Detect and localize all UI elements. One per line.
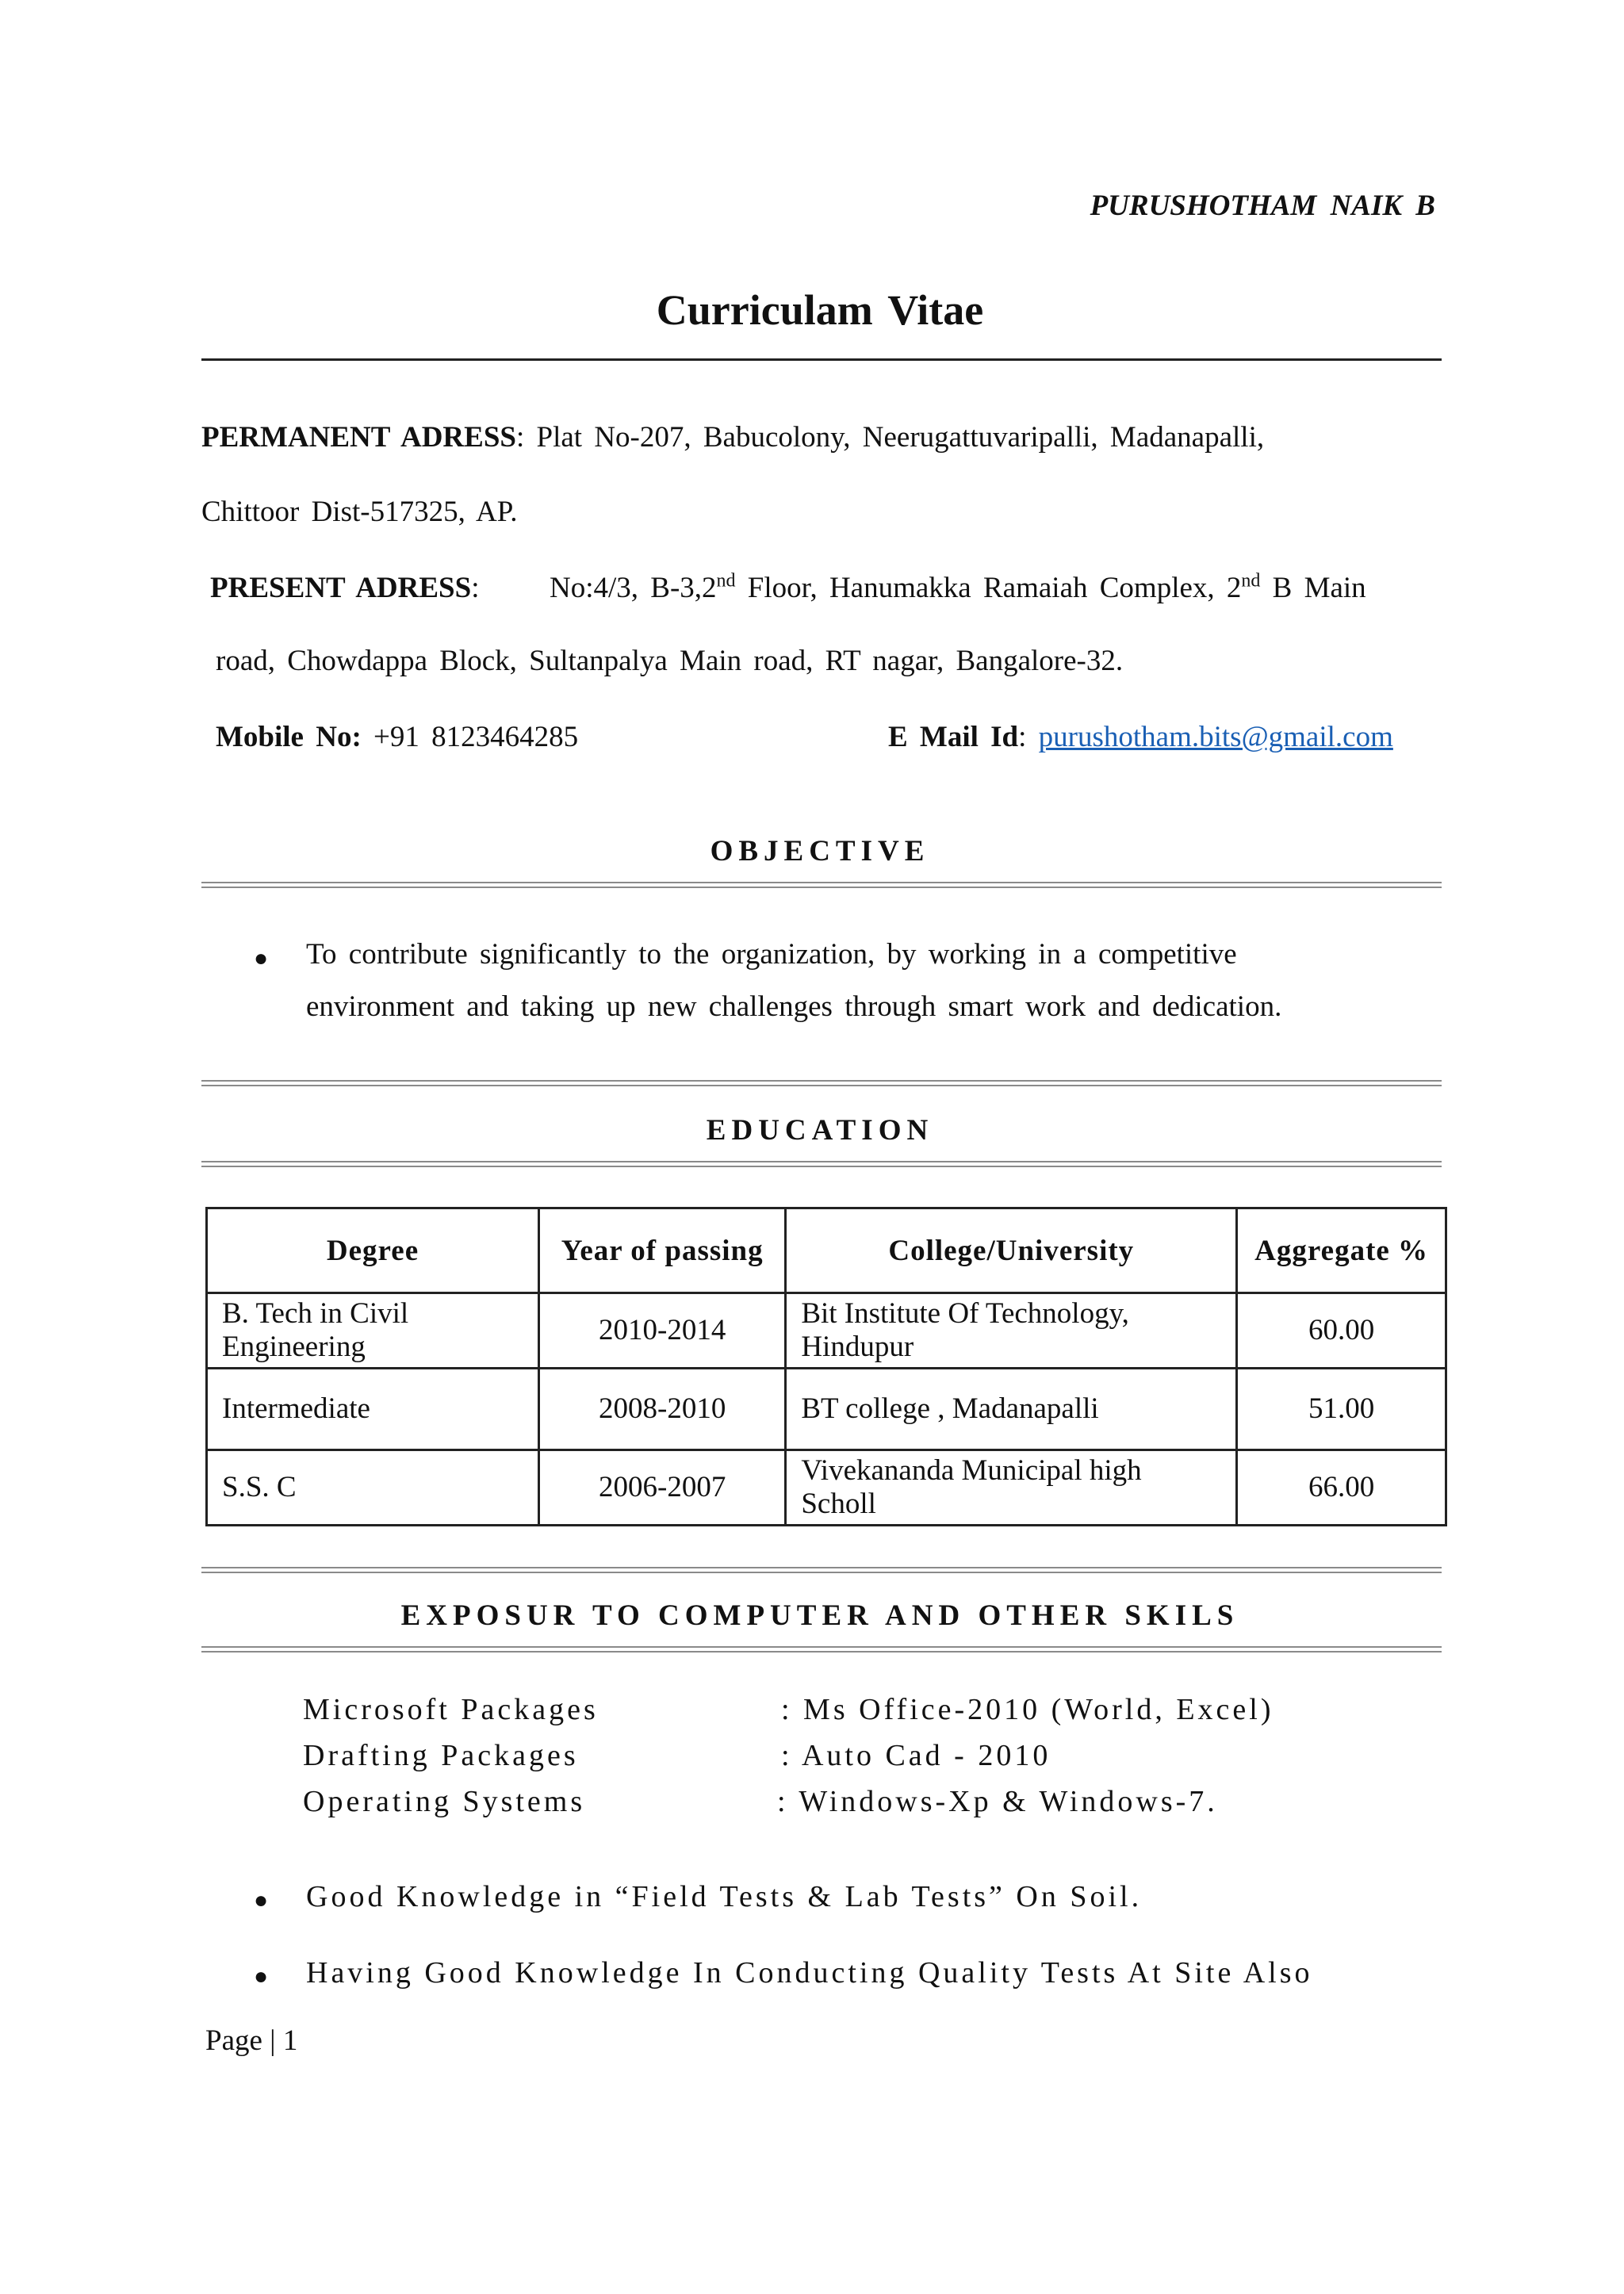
objective-divider-top bbox=[201, 882, 1442, 888]
skills-divider-top bbox=[201, 1567, 1442, 1573]
page-title: Curriculam Vitae bbox=[656, 286, 984, 334]
present-address-sup2: nd bbox=[1241, 570, 1261, 592]
skill-label: Drafting Packages bbox=[303, 1739, 579, 1772]
year-cell: 2006-2007 bbox=[539, 1450, 786, 1526]
skill-label: Microsoft Packages bbox=[303, 1693, 599, 1726]
skills-bullet-icon: ● bbox=[254, 1963, 269, 1990]
table-row bbox=[207, 1369, 1446, 1450]
college-cell: BT college , Madanapalli bbox=[786, 1369, 1237, 1450]
skills-bullet: Having Good Knowledge In Conducting Quality Tests At Site Also bbox=[306, 1956, 1313, 1990]
page-number: Page | 1 bbox=[205, 2024, 298, 2057]
education-table bbox=[205, 1207, 1447, 1526]
permanent-address-line2: Chittoor Dist-517325, AP. bbox=[201, 496, 518, 528]
aggregate-cell: 51.00 bbox=[1237, 1369, 1446, 1450]
objective-line1: To contribute significantly to the organization, by working in a competitive bbox=[306, 938, 1237, 971]
mobile-label: Mobile No: bbox=[216, 721, 362, 753]
college-cell: Vivekananda Municipal high Scholl bbox=[786, 1450, 1237, 1526]
objective-heading: OBJECTIVE bbox=[710, 835, 930, 867]
aggregate-cell: 60.00 bbox=[1237, 1293, 1446, 1369]
skills-bullet: Good Knowledge in “Field Tests & Lab Tests” On Soil. bbox=[306, 1880, 1143, 1913]
degree-cell: B. Tech in Civil Engineering bbox=[207, 1293, 539, 1369]
skills-bullet-icon: ● bbox=[254, 1887, 269, 1913]
objective-line2: environment and taking up new challenges through smart work and dedication. bbox=[306, 990, 1282, 1023]
email-link[interactable]: purushotham.bits@gmail.com bbox=[1038, 721, 1393, 753]
education-heading: EDUCATION bbox=[706, 1114, 934, 1147]
year-cell: 2008-2010 bbox=[539, 1369, 786, 1450]
present-address: PRESENT ADRESS: No:4/3, B-3,2nd Floor, Hanumakka Ramaiah Complex, 2nd B Main bbox=[210, 570, 1366, 604]
present-address-sup1: nd bbox=[716, 570, 736, 592]
aggregate-cell: 66.00 bbox=[1237, 1450, 1446, 1526]
present-address-line2: road, Chowdappa Block, Sultanpalya Main road, RT nagar, Bangalore-32. bbox=[216, 645, 1124, 677]
candidate-name: PURUSHOTHAM NAIK B bbox=[1090, 190, 1435, 222]
column-header: Year of passing bbox=[539, 1208, 786, 1293]
column-header: Aggregate % bbox=[1237, 1208, 1446, 1293]
education-divider bbox=[201, 1161, 1442, 1167]
skill-value: : Auto Cad - 2010 bbox=[781, 1739, 1051, 1772]
title-divider bbox=[201, 358, 1442, 361]
skill-label: Operating Systems bbox=[303, 1785, 586, 1818]
present-address-label: PRESENT ADRESS bbox=[210, 572, 472, 604]
skills-heading: EXPOSUR TO COMPUTER AND OTHER SKILS bbox=[400, 1599, 1239, 1632]
permanent-address: PERMANENT ADRESS: Plat No-207, Babucolony, Neerugattuvaripalli, Madanapalli, bbox=[201, 421, 1265, 454]
present-address-part2: Floor, Hanumakka Ramaiah Complex, 2 bbox=[747, 572, 1242, 604]
table-row bbox=[207, 1293, 1446, 1369]
email: E Mail Id: purushotham.bits@gmail.com bbox=[888, 721, 1393, 753]
mobile-value: +91 8123464285 bbox=[373, 721, 579, 753]
present-address-part1: No:4/3, B-3,2 bbox=[549, 572, 717, 604]
degree-cell: Intermediate bbox=[207, 1369, 539, 1450]
present-address-part3: B Main bbox=[1272, 572, 1366, 604]
objective-divider-bottom bbox=[201, 1080, 1442, 1086]
objective-bullet-icon: ● bbox=[254, 945, 269, 971]
mobile-number bbox=[216, 720, 578, 754]
table-row bbox=[207, 1450, 1446, 1526]
college-cell: Bit Institute Of Technology, Hindupur bbox=[786, 1293, 1237, 1369]
email-label: E Mail Id bbox=[888, 721, 1019, 753]
year-cell: 2010-2014 bbox=[539, 1293, 786, 1369]
column-header: College/University bbox=[786, 1208, 1237, 1293]
permanent-address-line1: Plat No-207, Babucolony, Neerugattuvaripalli, Madanapalli, bbox=[536, 421, 1265, 454]
skill-value: : Ms Office-2010 (World, Excel) bbox=[781, 1693, 1274, 1726]
table-header-row bbox=[207, 1208, 1446, 1293]
column-header: Degree bbox=[207, 1208, 539, 1293]
skills-divider-bottom bbox=[201, 1646, 1442, 1653]
skill-value: : Windows-Xp & Windows-7. bbox=[777, 1785, 1218, 1818]
degree-cell: S.S. C bbox=[207, 1450, 539, 1526]
permanent-address-label: PERMANENT ADRESS bbox=[201, 421, 516, 454]
